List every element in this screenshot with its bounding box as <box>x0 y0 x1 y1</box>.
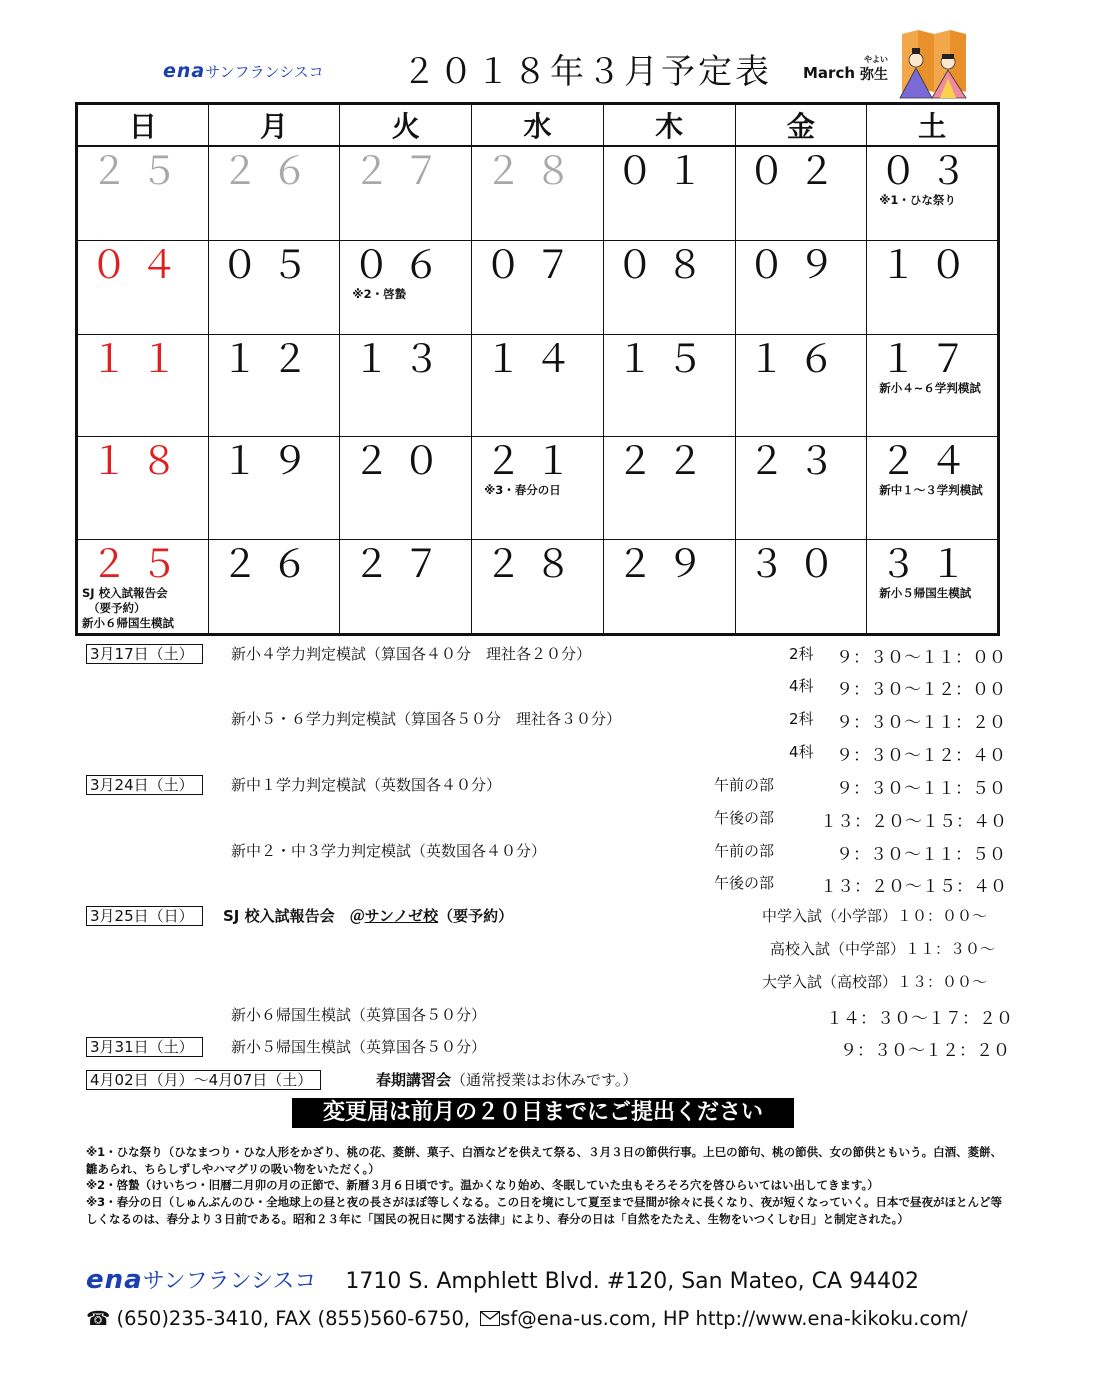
day-number: ２６ <box>220 541 321 586</box>
footnote-2: ※2・啓蟄（けいちつ・旧暦二月卯の月の正節で、新暦３月６日頃です。温かくなり始め、冬眠していた虫もそろそろ穴を啓ひらいてはい出してきます。） <box>86 1178 879 1192</box>
day-note: SJ 校入試報告会 <box>82 585 168 600</box>
time-label: 2科 <box>789 645 814 663</box>
month-ruby: やよい <box>864 55 888 64</box>
email-web[interactable]: sf@ena-us.com, HP http://www.ena-kikoku.com/ <box>500 1307 968 1330</box>
calendar-table <box>75 102 1000 636</box>
calendar-day-cell <box>77 240 209 334</box>
day-number: １４ <box>484 336 585 381</box>
schedule-row <box>86 774 203 795</box>
day-number: １０ <box>879 242 980 287</box>
calendar-day-cell <box>603 539 735 634</box>
schedule-date: 3月24日（土） <box>86 775 203 795</box>
calendar-day-cell <box>603 436 735 539</box>
day-number: ０４ <box>90 242 191 287</box>
day-number: ０７ <box>484 242 585 287</box>
time-label: 午前の部 <box>714 776 775 794</box>
schedule-event: 新中１学力判定模試（英数国各４０分） <box>231 776 502 794</box>
schedule-date: 3月25日（日） <box>86 906 203 926</box>
calendar-day-cell <box>340 436 472 539</box>
weekday-row <box>77 104 999 147</box>
day-number: ２７ <box>352 149 453 193</box>
calendar-day-cell <box>340 539 472 634</box>
time-value: ９：３０～１１：００ <box>836 648 1006 668</box>
day-number: ２６ <box>220 149 321 193</box>
footer-logo: ena <box>86 1265 143 1295</box>
day-number: ２２ <box>615 438 716 483</box>
time-value: ９：３０～１１：５０ <box>836 779 1006 799</box>
weekday-fri: 金 <box>735 104 867 147</box>
day-number: １６ <box>747 336 848 381</box>
phone-fax: (650)235-3410, FAX (855)560-6750, <box>116 1307 471 1330</box>
schedule-row <box>86 643 203 664</box>
location-link: サンノゼ校 <box>364 907 439 925</box>
footnote-3: ※3・春分の日（しゅんぶんのひ・全地球上の昼と夜の長さがほぼ等しくなる。この日を境にして夏至まで昼間が徐々に長くなり、夜が短くなっていく。日本で昼夜がほとんど等しくなるのは、春分より３日前である。昭和２３年に「国民の祝日に関する法律」により、春分の日は「自然をたたえ、生物をいつくしむ日」と制定された。） <box>86 1195 1002 1226</box>
footnote-1: ※1・ひな祭り（ひなまつり・ひな人形をかざり、桃の花、菱餅、菓子、白酒などを供えて祭る、３月３日の節供行事。上巳の節句、桃の節供、女の節供ともいう。白酒、菱餅、雛あられ、ちらしずしやハマグリの吸い物をいただく。） <box>86 1145 1003 1176</box>
calendar-body <box>77 146 999 634</box>
schedule-row <box>86 1069 321 1090</box>
day-number: ２１ <box>484 438 585 483</box>
calendar-day-cell <box>208 334 340 436</box>
footer-logo-sub: サンフランシスコ <box>142 1269 317 1294</box>
logo-sub: サンフランシスコ <box>205 63 324 81</box>
day-number: ０１ <box>615 149 716 193</box>
time-value: １３：２０～１５：４０ <box>820 877 1007 897</box>
day-note: ※2・啓蟄 <box>352 286 407 301</box>
calendar-day-cell <box>472 334 604 436</box>
calendar-day-cell <box>472 240 604 334</box>
deadline-banner: 変更届は前月の２０日までにご提出ください <box>292 1098 794 1128</box>
schedule-event: 春期講習会（通常授業はお休みです。） <box>376 1071 638 1089</box>
day-number: ０３ <box>879 149 980 193</box>
time-value: １４：３０～１７：２０ <box>826 1009 1013 1029</box>
day-note: 新小５帰国生模試 <box>879 585 972 600</box>
day-number: ２９ <box>615 541 716 586</box>
calendar-day-cell <box>340 334 472 436</box>
time-value: ９：３０～１１：５０ <box>836 845 1006 865</box>
calendar-day-cell <box>77 146 209 240</box>
day-number: ２５ <box>90 541 191 586</box>
day-number: ０５ <box>220 242 321 287</box>
weekday-sat: 土 <box>867 104 999 147</box>
time-value: ９：３０～１１：２０ <box>836 713 1006 733</box>
schedule-event: 新小５帰国生模試（英算国各５０分） <box>231 1038 487 1056</box>
day-number: １９ <box>220 438 321 483</box>
day-number: ２０ <box>352 438 453 483</box>
calendar-day-cell <box>735 436 867 539</box>
schedule-row <box>86 1036 203 1057</box>
calendar-day-cell <box>472 436 604 539</box>
day-note: ※1・ひな祭り <box>879 193 956 207</box>
calendar-day-cell <box>208 240 340 334</box>
logo-ena: ena <box>163 60 206 82</box>
schedule-event: 新中２・中３学力判定模試（英数国各４０分） <box>231 842 547 860</box>
time-value: 中学入試（小学部）１０：００～ <box>762 907 988 925</box>
time-value: ９：３０～１２：２０ <box>840 1041 1010 1061</box>
day-number: １５ <box>615 336 716 381</box>
time-value: 大学入試（高校部）１３：００～ <box>762 973 988 991</box>
day-number: ２３ <box>747 438 848 483</box>
day-note: ※3・春分の日 <box>484 482 561 497</box>
day-number: ２８ <box>484 541 585 586</box>
day-note: 新小４~６学判模試 <box>879 380 981 395</box>
day-number: ０６ <box>352 242 453 287</box>
calendar-day-cell <box>735 146 867 240</box>
calendar-day-cell <box>603 334 735 436</box>
calendar-day-cell <box>340 240 472 334</box>
calendar-day-cell <box>208 146 340 240</box>
footer-address-line <box>86 1264 919 1295</box>
address: 1710 S. Amphlett Blvd. #120, San Mateo, CA 94402 <box>345 1269 920 1294</box>
time-label: 午後の部 <box>714 874 775 892</box>
day-number: ２５ <box>90 149 191 193</box>
weekday-mon: 月 <box>208 104 340 147</box>
weekday-sun: 日 <box>77 104 209 147</box>
calendar-day-cell <box>208 539 340 634</box>
time-label: 午前の部 <box>714 842 775 860</box>
day-number: ３１ <box>879 541 980 586</box>
calendar-day-cell <box>472 146 604 240</box>
day-number: １７ <box>879 336 980 381</box>
schedule-date: 3月31日（土） <box>86 1037 203 1057</box>
calendar-week-row <box>77 146 999 240</box>
schedule-row <box>86 905 203 926</box>
calendar-day-cell <box>735 240 867 334</box>
phone-icon: ☎ <box>86 1307 111 1330</box>
calendar-day-cell <box>867 436 999 539</box>
day-number: １３ <box>352 336 453 381</box>
time-value: ９：３０～１２：４０ <box>836 746 1006 766</box>
time-value: ９：３０～１２：００ <box>836 680 1006 700</box>
time-label: 4科 <box>789 743 814 761</box>
calendar-day-cell <box>208 436 340 539</box>
header-logo <box>163 60 324 82</box>
schedule-date: 4月02日（月）～4月07日（土） <box>86 1070 321 1090</box>
calendar-day-cell <box>77 539 209 634</box>
hina-dolls-icon <box>892 30 974 104</box>
page-title: ２０１８年３月予定表 <box>402 52 772 92</box>
day-note: 新小６帰国生模試 <box>82 615 174 630</box>
calendar-day-cell <box>867 146 999 240</box>
schedule-date: 3月17日（土） <box>86 644 203 664</box>
calendar-week-row <box>77 240 999 334</box>
schedule-event: 新小５・６学力判定模試（算国各５０分 理社各３０分） <box>231 710 622 728</box>
calendar-day-cell <box>603 240 735 334</box>
day-note: 新中１～３学判模試 <box>879 482 983 497</box>
time-value: １３：２０～１５：４０ <box>820 812 1007 832</box>
day-number: ０９ <box>747 242 848 287</box>
time-label: 午後の部 <box>714 809 775 827</box>
time-label: 4科 <box>789 677 814 695</box>
footer-contact-line <box>86 1307 968 1330</box>
calendar-day-cell <box>340 146 472 240</box>
day-number: ２８ <box>484 149 585 193</box>
calendar-day-cell <box>735 334 867 436</box>
calendar-day-cell <box>77 334 209 436</box>
calendar-week-row <box>77 539 999 634</box>
schedule-event: SJ 校入試報告会 ＠サンノゼ校（要予約） <box>223 907 514 925</box>
schedule-event: 新小６帰国生模試（英算国各５０分） <box>231 1006 487 1024</box>
calendar-day-cell <box>867 539 999 634</box>
time-value: 高校入試（中学部）１１：３０～ <box>770 940 996 958</box>
day-number: ０８ <box>615 242 716 287</box>
day-number: １１ <box>90 336 191 381</box>
calendar-week-row <box>77 334 999 436</box>
day-number: ０２ <box>747 149 848 193</box>
calendar-week-row <box>77 436 999 539</box>
time-label: 2科 <box>789 710 814 728</box>
day-note: （要予約） <box>88 600 146 615</box>
day-number: ２７ <box>352 541 453 586</box>
weekday-wed: 水 <box>472 104 604 147</box>
day-number: ２４ <box>879 438 980 483</box>
day-number: ３０ <box>747 541 848 586</box>
weekday-tue: 火 <box>340 104 472 147</box>
month-jp: やよい 弥生 <box>860 55 888 83</box>
day-number: １８ <box>90 438 191 483</box>
calendar-day-cell <box>472 539 604 634</box>
calendar-day-cell <box>603 146 735 240</box>
calendar-day-cell <box>77 436 209 539</box>
schedule-event: 新小４学力判定模試（算国各４０分 理社各２０分） <box>231 645 592 663</box>
month-en: March <box>803 64 856 82</box>
day-number: １２ <box>220 336 321 381</box>
calendar-day-cell <box>867 240 999 334</box>
calendar-day-cell <box>867 334 999 436</box>
calendar-day-cell <box>735 539 867 634</box>
mail-icon <box>480 1311 500 1326</box>
weekday-thu: 木 <box>603 104 735 147</box>
